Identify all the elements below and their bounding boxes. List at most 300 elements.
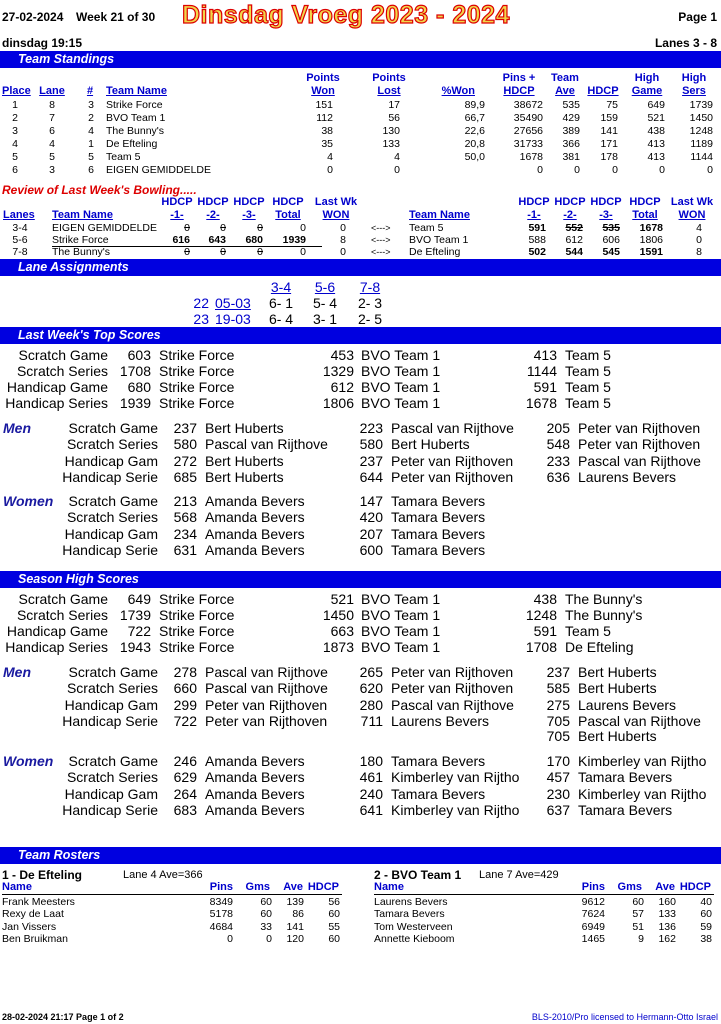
score-category: Scratch Game xyxy=(18,347,108,363)
column-header: Pins + HDCP xyxy=(502,72,536,97)
bowler-name: Amanda Bevers xyxy=(205,541,305,558)
score-value: 1450 xyxy=(322,607,354,623)
review-a-score: 0 xyxy=(220,246,226,258)
bowler-name: Tamara Bevers xyxy=(391,785,486,802)
review-a-score: 0 xyxy=(257,222,263,234)
standing-high-game: 413 xyxy=(647,151,665,163)
review-b-score: 544 xyxy=(565,246,583,258)
roster-divider xyxy=(374,894,714,895)
league-title: Dinsdag Vroeg 2023 - 2024 xyxy=(182,1,510,29)
score-team: BVO Team 1 xyxy=(361,363,441,379)
score-value: 207 xyxy=(359,525,383,542)
column-header: HDCP Total xyxy=(629,196,661,221)
score-team: The Bunny's xyxy=(565,607,643,623)
standing-lane: 7 xyxy=(49,112,55,124)
score-team: BVO Team 1 xyxy=(361,379,441,395)
review-lanes: 5-6 xyxy=(12,234,28,246)
column-header: High Sers xyxy=(681,72,707,97)
score-team: BVO Team 1 xyxy=(361,347,441,363)
score-team: Team 5 xyxy=(565,347,611,363)
standing-high-series: 1739 xyxy=(689,99,713,111)
bowler-name: Peter van Rijthoven xyxy=(578,420,701,436)
bowler-name: Amanda Bevers xyxy=(205,769,305,786)
bowler-name: Bert Huberts xyxy=(391,436,470,453)
lane-header: 7-8 xyxy=(359,279,381,295)
roster-games: 60 xyxy=(260,896,272,908)
bowler-name: Pascal van Rijthove xyxy=(205,680,328,697)
roster-games: 60 xyxy=(260,908,272,921)
score-value: 1708 xyxy=(525,639,557,655)
section-season-high: Season High Scores xyxy=(0,571,721,588)
lane-week: 22 xyxy=(193,295,209,311)
review-b-score: 535 xyxy=(602,222,620,234)
review-a-score: 0 xyxy=(184,222,190,234)
standing-high-series: 1189 xyxy=(690,138,713,150)
score-value: 649 xyxy=(127,591,151,607)
score-value: 1248 xyxy=(525,607,557,623)
score-team: BVO Team 1 xyxy=(361,591,441,607)
standing-pct-won: 22,6 xyxy=(464,125,485,137)
bowler-name: Amanda Bevers xyxy=(205,753,305,769)
bowler-name: Pascal van Rijthove xyxy=(578,452,701,469)
roster-col-header: Name xyxy=(374,881,404,893)
divider xyxy=(52,246,322,247)
score-value: 1678 xyxy=(525,395,557,411)
bowler-name: Kimberley van Rijtho xyxy=(391,769,520,786)
score-value: 637 xyxy=(546,801,570,818)
standing-points-won: 151 xyxy=(315,99,333,111)
roster-games: 60 xyxy=(632,896,644,908)
roster-games: 33 xyxy=(260,920,272,933)
score-value: 246 xyxy=(173,753,197,769)
score-category: Handicap Serie xyxy=(62,468,158,485)
standing-lane: 6 xyxy=(49,125,55,137)
column-header: HDCP Total xyxy=(272,196,304,221)
standing-points-won: 0 xyxy=(327,164,333,176)
score-value: 280 xyxy=(359,696,383,713)
score-category: Scratch Series xyxy=(16,607,108,623)
roster-hdcp: 60 xyxy=(328,908,340,921)
standing-points-won: 38 xyxy=(321,125,333,137)
bowler-name: Amanda Bevers xyxy=(205,493,305,509)
lane-date: 05-03 xyxy=(215,295,251,311)
review-b-won: 8 xyxy=(696,246,702,258)
lane-pair: 6- 1 xyxy=(268,295,294,311)
review-a-score: 1939 xyxy=(282,234,306,246)
lane-header: 5-6 xyxy=(314,279,336,295)
standing-points-won: 112 xyxy=(316,112,333,124)
standing-pins-hdcp: 35490 xyxy=(513,112,543,124)
roster-hdcp: 60 xyxy=(700,908,712,921)
roster-average: 141 xyxy=(286,920,304,933)
review-lanes: 7-8 xyxy=(12,246,28,258)
footer-license: BLS-2010/Pro licensed to Hermann-Otto Israel xyxy=(531,1012,718,1022)
standing-team-ave: 381 xyxy=(562,151,580,163)
lane-pair: 2- 5 xyxy=(357,311,383,327)
bowler-name: Tamara Bevers xyxy=(391,753,486,769)
bowler-name: Bert Huberts xyxy=(578,680,657,697)
standing-team-number: 4 xyxy=(88,125,94,137)
column-header: %Won xyxy=(441,85,475,97)
standing-team-name: EIGEN GEMIDDELDE xyxy=(106,164,212,176)
roster-games: 9 xyxy=(638,932,644,945)
column-header: HDCP -1- xyxy=(518,196,550,221)
column-header: Team Name xyxy=(409,209,470,221)
score-category: Handicap Game xyxy=(6,623,108,639)
review-team-b: Team 5 xyxy=(409,222,444,234)
bowler-name: Tamara Bevers xyxy=(391,525,486,542)
bowler-name: Bert Huberts xyxy=(205,452,284,469)
roster-col-header: HDCP xyxy=(307,881,339,893)
roster-games: 51 xyxy=(632,920,644,933)
roster-games: 0 xyxy=(266,932,272,945)
roster-player-name: Ben Bruikman xyxy=(2,932,68,945)
score-value: 1329 xyxy=(322,363,354,379)
bowler-name: Pascal van Rijthove xyxy=(205,664,328,680)
day-time: dinsdag 19:15 xyxy=(2,36,83,50)
score-value: 580 xyxy=(359,436,383,453)
score-category: Handicap Serie xyxy=(62,541,158,558)
bowler-name: Peter van Rijthoven xyxy=(205,696,328,713)
score-team: Team 5 xyxy=(565,363,611,379)
bowler-name: Laurens Bevers xyxy=(391,712,490,729)
score-value: 237 xyxy=(173,420,197,436)
score-category: Scratch Game xyxy=(68,753,158,769)
standing-points-lost: 130 xyxy=(382,125,400,137)
column-header: Lane xyxy=(39,85,65,97)
roster-pins: 5178 xyxy=(209,908,233,921)
standing-hdcp: 75 xyxy=(606,99,618,111)
page-indicator: Page 1 xyxy=(678,10,717,24)
column-header: Place xyxy=(2,85,31,97)
score-value: 631 xyxy=(173,541,197,558)
score-value: 591 xyxy=(533,379,557,395)
bowler-name: Pascal van Rijthove xyxy=(578,712,701,729)
bowler-name: Bert Huberts xyxy=(205,420,284,436)
score-value: 237 xyxy=(546,664,570,680)
bowler-name: Peter van Rijthoven xyxy=(391,664,514,680)
review-a-score: 0 xyxy=(300,222,306,234)
review-b-score: 612 xyxy=(565,234,583,246)
score-value: 644 xyxy=(359,468,383,485)
score-value: 636 xyxy=(546,468,570,485)
score-team: BVO Team 1 xyxy=(361,639,441,655)
bowler-name: Kimberley van Rijtho xyxy=(578,785,707,802)
bowler-name: Tamara Bevers xyxy=(391,509,486,526)
score-value: 1943 xyxy=(119,639,151,655)
score-value: 240 xyxy=(359,785,383,802)
score-team: BVO Team 1 xyxy=(361,607,441,623)
bowler-name: Peter van Rijthoven xyxy=(578,436,701,453)
standing-pins-hdcp: 31733 xyxy=(513,138,543,150)
score-value: 548 xyxy=(546,436,570,453)
score-category: Scratch Series xyxy=(66,436,158,453)
standing-team-ave: 429 xyxy=(562,112,580,124)
standing-place: 1 xyxy=(12,99,18,111)
score-value: 620 xyxy=(359,680,383,697)
bowler-name: Peter van Rijthoven xyxy=(205,712,328,729)
standing-team-ave: 535 xyxy=(562,99,580,111)
standing-lane: 4 xyxy=(49,138,55,150)
lane-week: 23 xyxy=(193,311,209,327)
lane-pair: 3- 1 xyxy=(312,311,338,327)
roster-team-title: 1 - De Efteling xyxy=(2,868,83,882)
score-value: 420 xyxy=(359,509,383,526)
lane-pair: 6- 4 xyxy=(268,311,294,327)
roster-average: 160 xyxy=(658,896,676,908)
score-value: 1873 xyxy=(322,639,354,655)
score-category: Handicap Serie xyxy=(62,712,158,729)
score-value: 438 xyxy=(533,591,557,607)
lane-date: 19-03 xyxy=(215,311,251,327)
review-team-a: Strike Force xyxy=(52,234,109,246)
standing-points-lost: 0 xyxy=(394,164,400,176)
score-value: 453 xyxy=(330,347,354,363)
standing-team-name: Strike Force xyxy=(106,99,163,111)
standing-points-lost: 17 xyxy=(388,99,400,111)
bowler-name: Tamara Bevers xyxy=(578,801,673,818)
roster-team-title: 2 - BVO Team 1 xyxy=(374,868,462,882)
standing-pct-won: 50,0 xyxy=(464,151,485,163)
review-a-score: 0 xyxy=(220,222,226,234)
review-b-score: 502 xyxy=(528,246,546,258)
score-value: 568 xyxy=(173,509,197,526)
section-lane-assignments: Lane Assignments xyxy=(0,259,721,276)
roster-average: 133 xyxy=(658,908,676,921)
roster-divider xyxy=(2,894,342,895)
score-value: 591 xyxy=(533,623,557,639)
review-a-won: 8 xyxy=(340,234,346,246)
score-value: 213 xyxy=(173,493,197,509)
standing-hdcp: 0 xyxy=(612,164,618,176)
score-value: 230 xyxy=(546,785,570,802)
review-b-score: 591 xyxy=(528,222,546,234)
label-women-top: Women xyxy=(3,493,54,509)
roster-pins: 8349 xyxy=(209,896,233,908)
review-b-score: 606 xyxy=(602,234,620,246)
roster-col-header: Pins xyxy=(581,881,605,893)
review-b-score: 1806 xyxy=(639,234,663,246)
standing-pins-hdcp: 38672 xyxy=(513,99,543,111)
score-category: Handicap Series xyxy=(5,395,108,411)
roster-col-header: Gms xyxy=(617,881,642,893)
bowler-name: Bert Huberts xyxy=(578,664,657,680)
bowler-name: Peter van Rijthoven xyxy=(391,468,514,485)
roster-col-header: HDCP xyxy=(679,881,711,893)
standing-high-series: 1248 xyxy=(689,125,713,137)
roster-player-name: Annette Kieboom xyxy=(374,932,455,945)
score-value: 585 xyxy=(546,680,570,697)
score-value: 612 xyxy=(330,379,354,395)
standing-place: 3 xyxy=(12,125,18,137)
review-a-won: 0 xyxy=(340,222,346,234)
bowler-name: Tamara Bevers xyxy=(578,769,673,786)
score-value: 1939 xyxy=(119,395,151,411)
column-header: HDCP -2- xyxy=(554,196,586,221)
review-b-score: 1591 xyxy=(639,246,663,258)
review-b-won: 0 xyxy=(696,234,702,246)
extra-score: 705 xyxy=(546,728,570,744)
column-header: Team Name xyxy=(52,209,113,221)
score-team: Strike Force xyxy=(159,379,235,395)
label-men-season: Men xyxy=(3,664,31,680)
week-indicator: Week 21 of 30 xyxy=(76,10,156,24)
standing-high-series: 1144 xyxy=(690,151,713,163)
review-b-score: 588 xyxy=(528,234,546,246)
bowler-name: Amanda Bevers xyxy=(205,509,305,526)
standing-high-game: 438 xyxy=(647,125,665,137)
extra-name: Bert Huberts xyxy=(578,728,657,744)
standing-high-game: 413 xyxy=(647,138,665,150)
bowler-name: Tamara Bevers xyxy=(391,493,486,509)
standing-pct-won: 89,9 xyxy=(464,99,485,111)
standing-high-game: 649 xyxy=(647,99,665,111)
score-value: 663 xyxy=(330,623,354,639)
score-value: 180 xyxy=(359,753,383,769)
roster-col-header: Ave xyxy=(655,881,675,893)
roster-average: 139 xyxy=(286,896,304,908)
standing-high-series: 1450 xyxy=(689,112,713,124)
review-a-score: 0 xyxy=(184,246,190,258)
bowler-name: Amanda Bevers xyxy=(205,785,305,802)
score-team: Team 5 xyxy=(565,623,611,639)
score-value: 299 xyxy=(173,696,197,713)
standing-team-ave: 0 xyxy=(574,164,580,176)
standing-points-lost: 133 xyxy=(382,138,400,150)
score-value: 683 xyxy=(173,801,197,818)
score-team: BVO Team 1 xyxy=(361,395,441,411)
standing-points-won: 4 xyxy=(327,151,333,163)
score-value: 660 xyxy=(173,680,197,697)
label-men-top: Men xyxy=(3,420,31,436)
bowler-name: Bert Huberts xyxy=(205,468,284,485)
score-team: Strike Force xyxy=(159,347,235,363)
column-header: Last Wk WON xyxy=(314,196,358,221)
roster-average: 86 xyxy=(292,908,304,921)
standing-place: 6 xyxy=(12,164,18,176)
score-category: Scratch Game xyxy=(68,493,158,509)
score-value: 1739 xyxy=(119,607,151,623)
standing-hdcp: 159 xyxy=(600,112,618,124)
score-category: Handicap Game xyxy=(6,379,108,395)
score-value: 521 xyxy=(330,591,354,607)
score-value: 264 xyxy=(173,785,197,802)
bowler-name: Kimberley van Rijtho xyxy=(578,753,707,769)
standing-team-number: 5 xyxy=(88,151,94,163)
score-category: Handicap Gam xyxy=(64,696,158,713)
roster-hdcp: 56 xyxy=(328,896,340,908)
label-women-season: Women xyxy=(3,753,54,769)
score-team: Strike Force xyxy=(159,363,235,379)
score-value: 461 xyxy=(359,769,383,786)
review-lanes: 3-4 xyxy=(12,222,28,234)
review-b-score: 552 xyxy=(565,222,583,234)
standing-high-game: 521 xyxy=(647,112,665,124)
review-a-score: 0 xyxy=(300,246,306,258)
roster-player-name: Laurens Bevers xyxy=(374,896,448,908)
bowler-name: Laurens Bevers xyxy=(578,468,677,485)
bowler-name: Amanda Bevers xyxy=(205,801,305,818)
score-team: BVO Team 1 xyxy=(361,623,441,639)
score-value: 1806 xyxy=(322,395,354,411)
lanes-range: Lanes 3 - 8 xyxy=(654,36,717,50)
score-value: 457 xyxy=(546,769,570,786)
review-team-a: The Bunny's xyxy=(52,246,111,258)
standing-place: 5 xyxy=(12,151,18,163)
bowler-name: Kimberley van Rijtho xyxy=(391,801,520,818)
score-value: 413 xyxy=(533,347,557,363)
score-value: 685 xyxy=(173,468,197,485)
standing-place: 2 xyxy=(12,112,18,124)
roster-pins: 9612 xyxy=(581,896,605,908)
score-team: Strike Force xyxy=(159,639,235,655)
lane-pair: 2- 3 xyxy=(357,295,383,311)
review-team-a: EIGEN GEMIDDELDE xyxy=(52,222,158,234)
season-men-extra-score xyxy=(534,728,570,744)
column-header: Last Wk WON xyxy=(670,196,714,221)
standing-team-name: BVO Team 1 xyxy=(106,112,166,124)
score-value: 237 xyxy=(359,452,383,469)
column-header: Lanes xyxy=(3,209,35,221)
roster-hdcp: 59 xyxy=(700,920,712,933)
score-value: 680 xyxy=(127,379,151,395)
score-category: Handicap Gam xyxy=(64,452,158,469)
standing-lane: 8 xyxy=(49,99,55,111)
score-value: 275 xyxy=(546,696,570,713)
season-men-extra xyxy=(578,728,657,744)
review-vs-arrow: <---> xyxy=(371,235,391,245)
score-value: 603 xyxy=(127,347,151,363)
score-category: Handicap Series xyxy=(5,639,108,655)
score-value: 147 xyxy=(359,493,383,509)
column-header: Team Ave xyxy=(551,72,579,97)
section-team-rosters: Team Rosters xyxy=(0,847,721,864)
roster-player-name: Tamara Bevers xyxy=(374,908,445,921)
score-value: 1144 xyxy=(526,363,557,379)
roster-player-name: Frank Meesters xyxy=(2,896,75,908)
column-header: Points Lost xyxy=(372,72,406,97)
review-a-score: 680 xyxy=(245,234,263,246)
bowler-name: Laurens Bevers xyxy=(578,696,677,713)
roster-team-info: Lane 4 Ave=366 xyxy=(123,869,203,881)
standing-points-won: 35 xyxy=(321,138,333,150)
standing-high-series: 0 xyxy=(707,164,713,176)
standing-points-lost: 56 xyxy=(388,112,400,124)
score-value: 278 xyxy=(173,664,197,680)
score-team: Strike Force xyxy=(159,395,235,411)
score-category: Scratch Series xyxy=(16,363,108,379)
column-header: HDCP -3- xyxy=(590,196,622,221)
review-b-won: 4 xyxy=(696,222,702,234)
roster-col-header: Ave xyxy=(283,881,303,893)
report-date: 27-02-2024 xyxy=(2,10,64,24)
footer-timestamp: 28-02-2024 21:17 Page 1 of 2 xyxy=(2,1012,124,1022)
standing-hdcp: 178 xyxy=(600,151,618,163)
roster-col-header: Name xyxy=(2,881,32,893)
column-header: High Game xyxy=(631,72,663,97)
roster-hdcp: 40 xyxy=(700,896,712,908)
review-a-won: 0 xyxy=(340,246,346,258)
score-value: 722 xyxy=(127,623,151,639)
standing-pins-hdcp: 0 xyxy=(537,164,543,176)
roster-pins: 6949 xyxy=(581,920,605,933)
standing-pins-hdcp: 1678 xyxy=(519,151,543,163)
roster-team-info: Lane 7 Ave=429 xyxy=(479,869,559,881)
standing-team-ave: 366 xyxy=(562,138,580,150)
standing-points-lost: 4 xyxy=(394,151,400,163)
review-a-score: 643 xyxy=(208,234,226,246)
standing-team-name: De Efteling xyxy=(106,138,158,150)
